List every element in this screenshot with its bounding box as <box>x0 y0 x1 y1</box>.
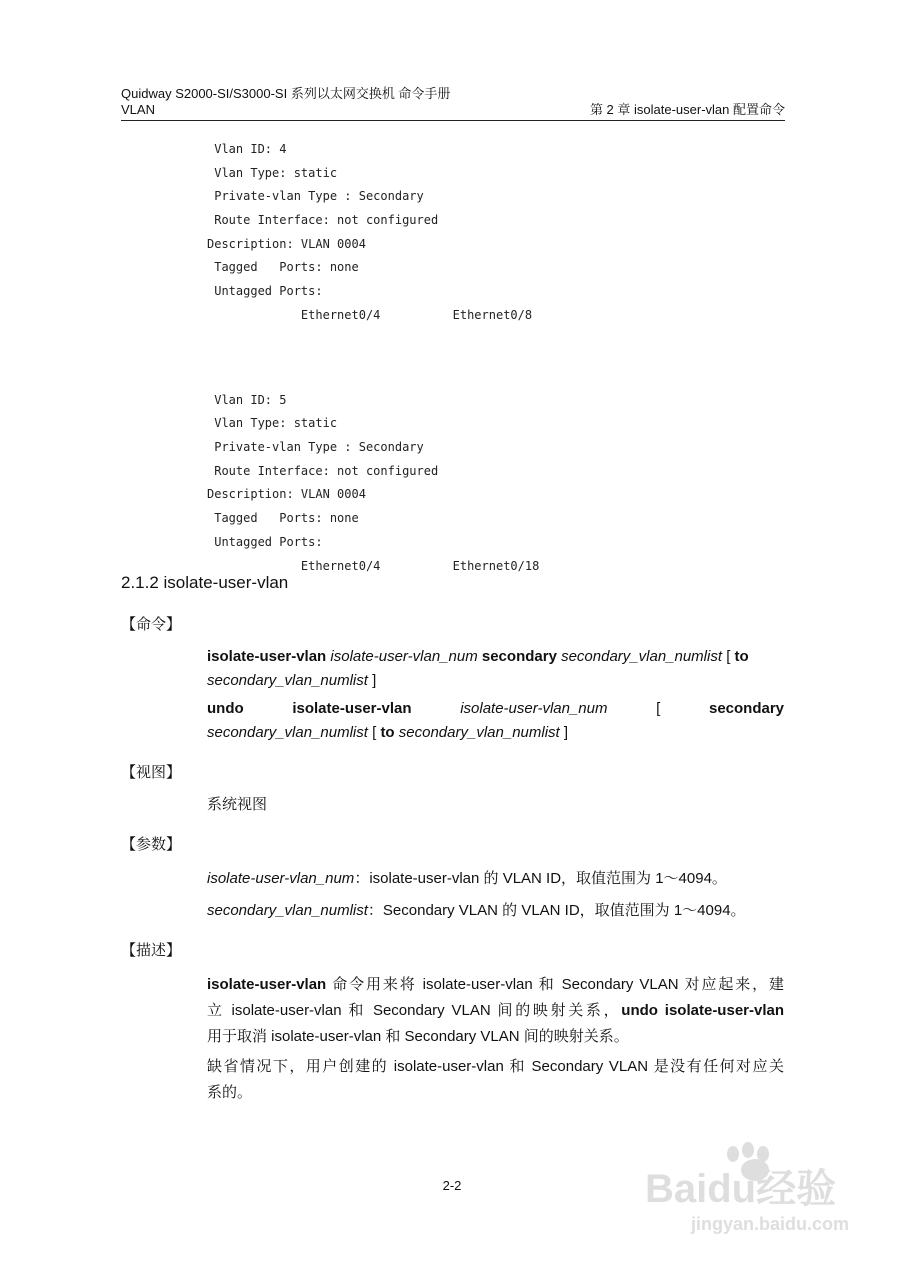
code-line: Private-vlan Type : Secondary <box>207 189 424 204</box>
section-title: 2.1.2 isolate-user-vlan <box>121 573 289 592</box>
param-item: secondary_vlan_numlist：Secondary VLAN 的 VLAN ID，取值范围为 1～4094。 <box>207 902 746 919</box>
code-line: Tagged Ports: none <box>207 511 359 526</box>
header-manual-title: Quidway S2000-SI/S3000-SI 系列以太网交换机 命令手册 <box>121 86 451 101</box>
svg-text:Baidu经验: Baidu经验 <box>645 1167 837 1211</box>
code-line: Untagged Ports: <box>207 284 323 299</box>
tag-params: 【参数】 <box>121 836 182 853</box>
command-syntax-2: undo isolate-user-vlan isolate-user-vlan_num [ secondary secondary_vlan_numlist [ to secondary_vlan_numlist ] <box>207 700 785 741</box>
view-text: 系统视图 <box>207 796 268 813</box>
tag-command: 【命令】 <box>121 616 182 633</box>
tag-view: 【视图】 <box>121 764 182 781</box>
header-section: VLAN <box>121 102 155 117</box>
code-line: Vlan Type: static <box>207 416 338 431</box>
code-line: Route Interface: not configured <box>207 463 439 478</box>
code-line: Untagged Ports: <box>207 534 323 549</box>
code-line: Description: VLAN 0004 <box>207 236 366 251</box>
tag-desc: 【描述】 <box>121 942 182 959</box>
code-line: Tagged Ports: none <box>207 260 359 275</box>
code-line: Vlan ID: 4 <box>207 142 287 156</box>
command-syntax-1: isolate-user-vlan isolate-user-vlan_num secondary secondary_vlan_numlist [ to secondary_vlan_numlist ] <box>207 648 749 689</box>
code-block <box>207 138 539 578</box>
code-line: Description: VLAN 0004 <box>207 487 366 502</box>
code-line: Private-vlan Type : Secondary <box>207 440 424 455</box>
code-line: Ethernet0/4 Ethernet0/18 <box>207 558 540 573</box>
code-line: Route Interface: not configured <box>207 213 439 228</box>
svg-text:jingyan.baidu.com: jingyan.baidu.com <box>691 1214 850 1234</box>
code-line: Vlan Type: static <box>207 165 338 180</box>
code-line: Ethernet0/4 Ethernet0/8 <box>207 307 533 322</box>
code-line: Vlan ID: 5 <box>207 392 287 407</box>
description-para-1: isolate-user-vlan 命令用来将 isolate-user-vlan 和 Secondary VLAN 对应起来，建 立 isolate-user-vlan 和 Secondary VLAN 间的映射关系，undo isolate-user-vlan 用于取消 isolate-user-vlan 和 Secondary VLAN 间的映射关系。 <box>207 976 785 1045</box>
description-para-2: 缺省情况下，用户创建的 isolate-user-vlan 和 Secondary VLAN 是没有任何对应关 系的。 <box>207 1058 784 1101</box>
header-chapter: 第 2 章 isolate-user-vlan 配置命令 <box>589 102 785 117</box>
baidu-watermark-logo <box>643 1142 853 1242</box>
param-item: isolate-user-vlan_num：isolate-user-vlan 的 VLAN ID，取值范围为 1～4094。 <box>207 870 727 887</box>
page-header <box>121 86 785 121</box>
page-number: 2-2 <box>442 1178 462 1193</box>
